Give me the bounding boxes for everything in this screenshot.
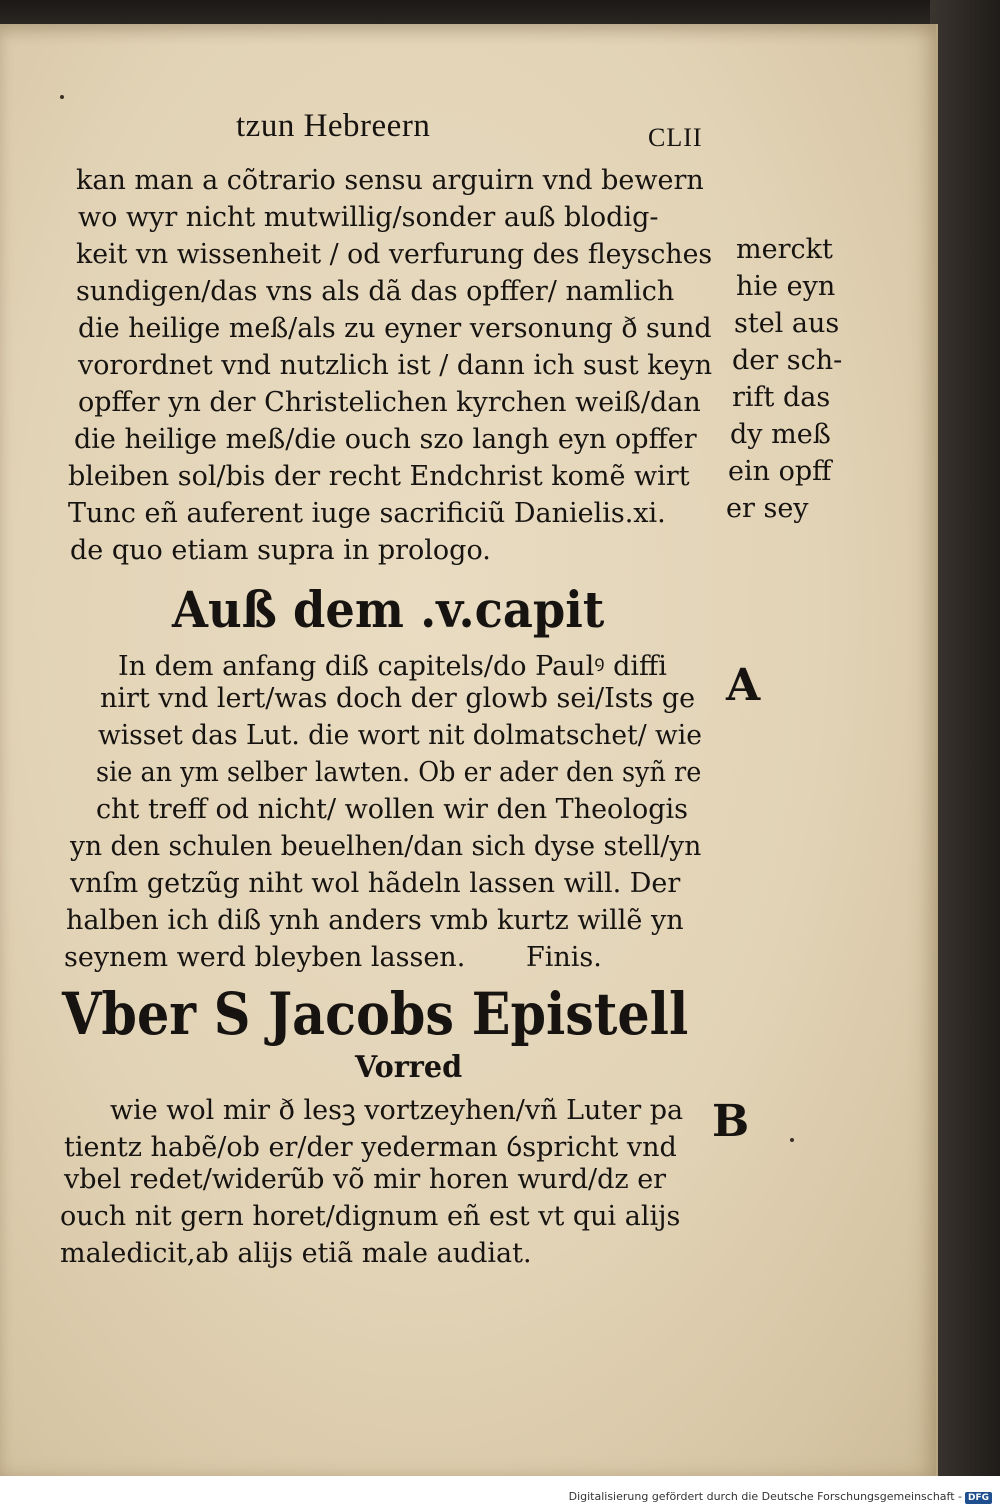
text-line: kan man a cõtrario sensu arguirn vnd bewern — [76, 165, 704, 196]
text-line: vnſm getzũg niht wol hãdeln lassen will. Der — [70, 868, 681, 899]
margin-line: merckt — [736, 234, 833, 265]
text-line: vorordnet vnd nutzlich ist / dann ich sust keyn — [78, 350, 713, 381]
text-line: nirt vnd lert/was doch der glowb sei/Ists ge — [100, 683, 696, 714]
folio-number: CLII — [648, 123, 703, 152]
text-line: seynem werd bleyben lassen. — [64, 942, 466, 973]
text-line: sundigen/das vns als dã das opffer/ namlich — [76, 276, 675, 307]
paper-speck — [790, 1138, 794, 1142]
margin-line: hie eyn — [736, 271, 836, 302]
text-line: tientz habẽ/ob er/der yederman ỽspricht vnd — [64, 1132, 677, 1163]
text-line: maledicit,ab alijs etiã male audiat. — [60, 1238, 532, 1269]
margin-line: ein opff — [728, 456, 832, 487]
text-line: vbel redet/widerũb võ mir horen wurd/dz er — [64, 1164, 667, 1195]
epistle-heading: Vber S Jacobs Epistell — [62, 980, 689, 1048]
text-line: die heilige meß/als zu eyner versonung ð sund — [78, 313, 712, 344]
text-line: die heilige meß/die ouch szo langh eyn opffer — [74, 424, 697, 455]
paper-speck — [60, 95, 64, 99]
text-line: In dem anfang diß capitels/do Paulꝰ diffi — [118, 651, 667, 682]
text-line: wo wyr nicht mutwillig/sonder auß blodig- — [78, 202, 659, 233]
dfg-logo: DFG — [965, 1492, 992, 1504]
credit-text: Digitalisierung gefördert durch die Deutsche Forschungsgemeinschaft - — [568, 1490, 962, 1503]
digitization-credit — [569, 1490, 992, 1504]
text-line: bleiben sol/bis der recht Endchrist komẽ wirt — [68, 461, 690, 492]
text-line: cht treff od nicht/ wollen wir den Theologis — [96, 794, 688, 825]
text-line: yn den schulen beuelhen/dan sich dyse stell/yn — [70, 831, 702, 862]
finis-mark: Finis. — [526, 942, 602, 973]
text-line: keit vn wissenheit / od verfurung des fleysches — [76, 239, 713, 270]
margin-line: rift das — [732, 382, 831, 413]
text-line: wie wol mir ð lesꝫ vortzeyhen/vñ Luter pa — [110, 1095, 684, 1126]
signature-mark-b: B — [712, 1096, 750, 1147]
text-line: de quo etiam supra in prologo. — [70, 535, 491, 566]
scan-border-right — [930, 0, 1000, 1509]
margin-line: er sey — [726, 493, 809, 524]
text-line: sie an ym selber lawten. Ob er ader den syñ re — [96, 757, 702, 788]
margin-line: stel aus — [734, 308, 840, 339]
margin-line: der sch- — [732, 345, 843, 376]
chapter-heading: Auß dem .v.capit — [172, 580, 605, 639]
text-line: opffer yn der Christelichen kyrchen weiß/dan — [78, 387, 701, 418]
text-line: Tunc eñ auferent iuge sacrificiũ Danielis.xi. — [68, 498, 666, 529]
margin-line: dy meß — [730, 419, 831, 450]
text-line: halben ich diß ynh anders vmb kurtz willẽ yn — [66, 905, 684, 936]
signature-mark-a: A — [726, 660, 761, 711]
text-line: wisset das Lut. die wort nit dolmatschet/ wie — [98, 720, 702, 751]
running-head: tzun Hebreern — [236, 108, 431, 144]
preface-heading: Vorred — [355, 1050, 463, 1085]
text-line: ouch nit gern horet/dignum eñ est vt qui alijs — [60, 1201, 681, 1232]
